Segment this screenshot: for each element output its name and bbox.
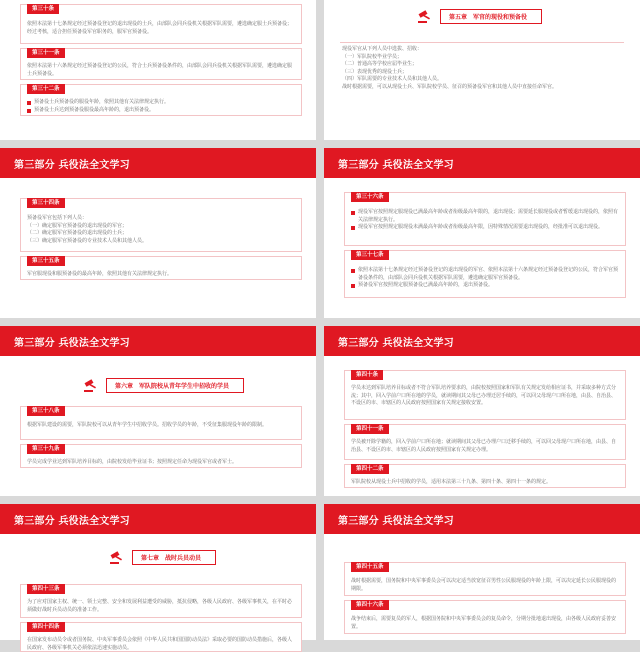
section-header: 第三部分 兵役法全文学习	[324, 148, 640, 178]
gavel-icon	[82, 379, 100, 393]
article-text: 战争结束后，需要复员的军人，根据国务院和中央军事委员会的复员命令，分期分批地退出现役，由各级人民政府妥善安置。	[351, 616, 617, 630]
section-header: 第三部分 兵役法全文学习	[324, 326, 640, 356]
article-tag: 第三十四条	[27, 198, 65, 208]
slide-7	[0, 504, 316, 651]
chapter-name: 军官的现役和预备役	[473, 14, 528, 21]
bullet-item: 预备役士兵达到预备役服役最高年龄的，退出预备役。	[27, 107, 295, 115]
chapter-number: 第七章	[141, 555, 160, 562]
article-tag: 第四十四条	[27, 622, 65, 632]
article-tag: 第三十六条	[351, 192, 389, 202]
article-card	[344, 370, 626, 420]
bullet-item: 预备役军官按照规定服预备役已满最高年龄的，退出预备役。	[351, 282, 619, 290]
bullet-item: 现役军官按照规定服现役已满最高年龄或者衔级最高年限的，退出现役；需要延长服现役或者暂缓退出现役的，依照有关法律规定执行。	[351, 209, 619, 224]
article-tag: 第四十条	[351, 370, 383, 380]
bullet-square-icon	[351, 269, 355, 273]
article-card	[344, 192, 626, 246]
section-header: 第三部分 兵役法全文学习	[0, 148, 316, 178]
chapter-title	[82, 378, 244, 393]
divider	[340, 42, 624, 43]
gavel-icon	[416, 10, 434, 24]
article-tag: 第三十七条	[351, 250, 389, 260]
slide-2	[324, 0, 640, 140]
slide-6	[324, 326, 640, 496]
slide-1	[0, 0, 316, 140]
article-tag: 第三十九条	[27, 444, 65, 454]
article-card	[20, 406, 302, 440]
section-header: 第三部分 兵役法全文学习	[0, 326, 316, 356]
article-text: 现役军官从下列人员中选拔、招收： （一）军队院校毕业学员； （二）普通高等学校应届毕业生； （三）表现优秀的现役士兵； （四）军队需要的专业技术人员和其他人员。 战时根据需要，可以从现役士兵、军队院校学员、征召的预备役军官和其他人员中直接任命军官。	[342, 46, 558, 90]
article-tag: 第四十六条	[351, 600, 389, 610]
article-text: 根据军队建设的需要，军队院校可以从青年学生中招收学员。招收学员的年龄，不受征集服现役年龄的限制。	[27, 422, 268, 428]
section-header: 第三部分 兵役法全文学习	[324, 504, 640, 534]
slide-3	[0, 148, 316, 318]
article-card	[20, 48, 302, 80]
article-text: 学员未达到军队培养目标或者不符合军队培养要求的，由院校按照国家和军队有关规定发给相应证书，并采取多种方式分流；其中，回入学前户口所在地的学员，就读期间其父母已办理迁居手续的，可以回父母现户口所在地，由县、自治县、不设区的市、市辖区的人民政府按照国家有关规定接收安置。	[351, 385, 617, 406]
article-tag: 第三十一条	[27, 48, 65, 58]
bullet-square-icon	[351, 284, 355, 288]
article-text: 军队院校从现役士兵中招收的学员，适用本法第三十九条、第四十条、第四十一条的规定。	[351, 479, 552, 485]
article-text: 军官服现役和服预备役的最高年龄，依照其他有关法律规定执行。	[27, 271, 173, 277]
article-text: 依照本法第十七条规定经过预备役登记的退出现役的士兵，由部队会同兵役机关根据军队需要，遴选确定服士兵预备役；经过考核，适合担任预备役军官职务的，服军官预备役。	[27, 21, 293, 35]
article-card	[344, 600, 626, 634]
chapter-number: 第六章	[115, 383, 134, 390]
article-tag: 第三十二条	[27, 84, 65, 94]
chapter-name: 军队院校从青年学生中招收的学员	[139, 383, 230, 390]
bullet-item: 预备役士兵预备役的服役年龄，依照其他有关法律规定执行。	[27, 99, 295, 107]
article-card	[20, 622, 302, 652]
article-card	[20, 84, 302, 116]
article-tag: 第三十条	[27, 4, 59, 14]
bullet-square-icon	[351, 211, 355, 215]
slide-4	[324, 148, 640, 318]
chapter-name: 战时兵员动员	[165, 555, 202, 562]
article-card	[344, 464, 626, 488]
article-card	[344, 424, 626, 460]
article-text: 预备役军官包括下列人员： （一）确定服军官预备役的退出现役的军官； （二）确定服军官预备役的退出现役的士兵； （三）确定服军官预备役的专业技术人员和其他人员。	[27, 215, 148, 244]
article-text: 依照本法第十六条规定经过预备役登记的公民，符合士兵预备役条件的，由部队会同兵役机关根据军队需要，遴选确定服士兵预备役。	[27, 63, 293, 77]
article-text: 学员完成学业达到军队培养目标的，由院校发给毕业证书；按照规定任命为现役军官或者军士。	[27, 459, 238, 465]
article-tag: 第四十二条	[351, 464, 389, 474]
article-card	[20, 256, 302, 280]
article-text: 学员被开除学籍的，回入学前户口所在地；就读期间其父母已办理户口迁移手续的，可以回父母现户口所在地，由县、自治县、不设区的市、市辖区的人民政府按照国家有关规定办理。	[351, 439, 617, 453]
article-card	[344, 250, 626, 298]
bullet-square-icon	[27, 101, 31, 105]
chapter-title	[416, 9, 542, 24]
section-header: 第三部分 兵役法全文学习	[0, 504, 316, 534]
article-text: 在国家发布动员令或者国务院、中央军事委员会依照《中华人民共和国国防动员法》采取必要的国防动员措施后，各级人民政府、各级军事机关必须依法迅速实施动员。	[27, 637, 293, 651]
gavel-icon	[108, 551, 126, 565]
article-tag: 第四十三条	[27, 584, 65, 594]
bullet-item: 现役军官按照规定服现役未满最高年龄或者衔级最高年限，因特殊情况需要退出现役的，经批准可以退出现役。	[351, 224, 619, 232]
bullet-square-icon	[27, 109, 31, 113]
article-text: 为了应对国家主权、统一、领土完整、安全和发展利益遭受的威胁，抵抗侵略，各级人民政府、各级军事机关，在平时必须做好战时兵员动员的准备工作。	[27, 599, 293, 613]
bullet-item: 依照本法第十七条规定经过预备役登记的退出现役的军官、依照本法第十六条规定经过预备役登记的公民，符合军官预备役条件的，由部队会同兵役机关根据军队需要，遴选确定服军官预备役。	[351, 267, 619, 282]
article-tag: 第四十五条	[351, 562, 389, 572]
slide-5	[0, 326, 316, 496]
bullet-square-icon	[351, 226, 355, 230]
article-card	[20, 198, 302, 252]
article-card	[344, 562, 626, 596]
article-card	[20, 584, 302, 618]
chapter-title	[108, 550, 216, 565]
article-tag: 第三十八条	[27, 406, 65, 416]
chapter-number: 第五章	[449, 14, 468, 21]
article-card	[20, 444, 302, 468]
slide-8	[324, 504, 640, 640]
article-tag: 第四十一条	[351, 424, 389, 434]
article-card	[20, 4, 302, 44]
article-text: 战时根据需要，国务院和中央军事委员会可以决定适当放宽征召男性公民服现役的年龄上限，可以决定延长公民服现役的期限。	[351, 578, 617, 592]
article-tag: 第三十五条	[27, 256, 65, 266]
